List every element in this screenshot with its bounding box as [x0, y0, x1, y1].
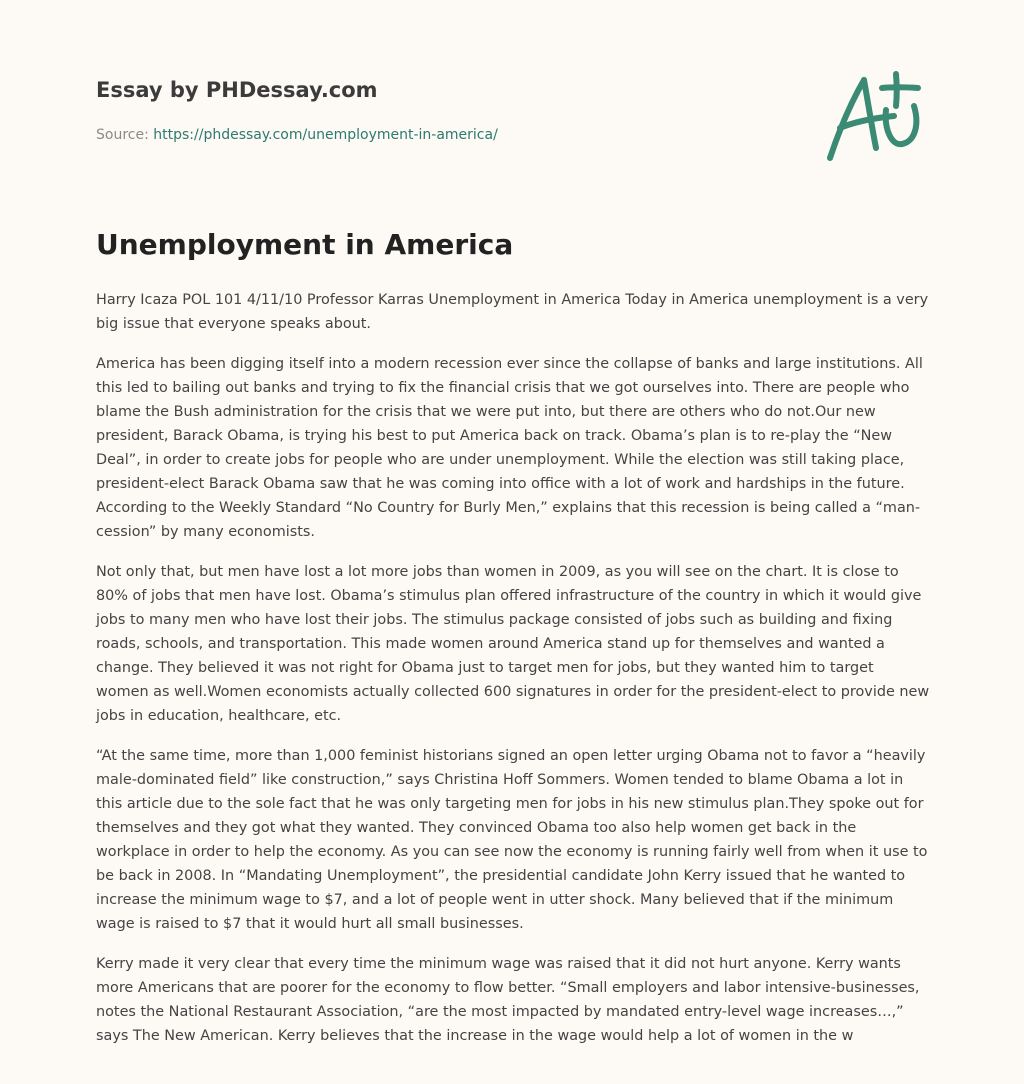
essay-paragraph: Harry Icaza POL 101 4/11/10 Professor Karras Unemployment in America Today in America unemployment is a very big issue that everyone speaks about.: [96, 292, 929, 332]
essay-paragraph: Kerry made it very clear that every time the minimum wage was raised that it did not hurt anyone. Kerry wants more Americans that are poorer for the economy to flow better. “Small employers and labor intensive-businesses, notes the National Restaurant Association, “are the most impacted by mandated entry-level wage increases…,” says The New American. Kerry believes that the increase in the wage would help a lot of women in the w: [96, 956, 920, 1044]
essay-paragraph: “At the same time, more than 1,000 feminist historians signed an open letter urging Obama not to favor a “heavily male-dominated field” like construction,” says Christina Hoff Sommers. Women tended to blame Obama a lot in this article due to the sole fact that he was only targeting men for jobs in his new stimulus plan.They spoke out for themselves and they got what they wanted. They convinced Obama too also help women get back in the workplace in order to help the economy. As you can see now the economy is running fairly well from when it use to be back in 2008. In “Mandating Unemployment”, the presidential candidate John Kerry issued that he wanted to increase the minimum wage to $7, and a lot of people went in utter shock. Many believed that if the minimum wage is raised to $7 that it would hurt all small businesses.: [96, 748, 928, 932]
essay-paragraph: Not only that, but men have lost a lot more jobs than women in 2009, as you will see on the chart. It is close to 80% of jobs that men have lost. Obama’s stimulus plan offered infrastructure of the country in which it would give jobs to many men who have lost their jobs. The stimulus package consisted of jobs such as building and fixing roads, schools, and transportation. This made women around America stand up for themselves and wanted a change. They believed it was not right for Obama just to target men for jobs, but they wanted him to target women as well.Women economists actually collected 600 signatures in order for the president-elect to provide new jobs in education, healthcare, etc.: [96, 564, 930, 724]
essay-paragraph: America has been digging itself into a modern recession ever since the collapse of banks and large institutions. All this led to bailing out banks and trying to fix the financial crisis that we got ourselves into. There are people who blame the Bush administration for the crisis that we were put into, but there are others who do not.Our new president, Barack Obama, is trying his best to put America back on track. Obama’s plan is to re-play the “New Deal”, in order to create jobs for people who are under unemployment. While the election was still taking place, president-elect Barack Obama saw that he was coming into office with a lot of work and hardships in the future. According to the Weekly Standard “No Country for Burly Men,” explains that this recession is being called a “man-cession” by many economists.: [96, 356, 923, 540]
source-line: [96, 126, 796, 144]
site-title: Essay by PHDessay.com: [96, 78, 378, 102]
page-header: [96, 76, 796, 144]
essay-title: Unemployment in America: [96, 228, 514, 261]
a-plus-grade-icon: [820, 66, 932, 166]
source-link[interactable]: https://phdessay.com/unemployment-in-america/: [153, 127, 498, 143]
source-label: Source:: [96, 127, 154, 143]
essay-content: [96, 226, 930, 1064]
